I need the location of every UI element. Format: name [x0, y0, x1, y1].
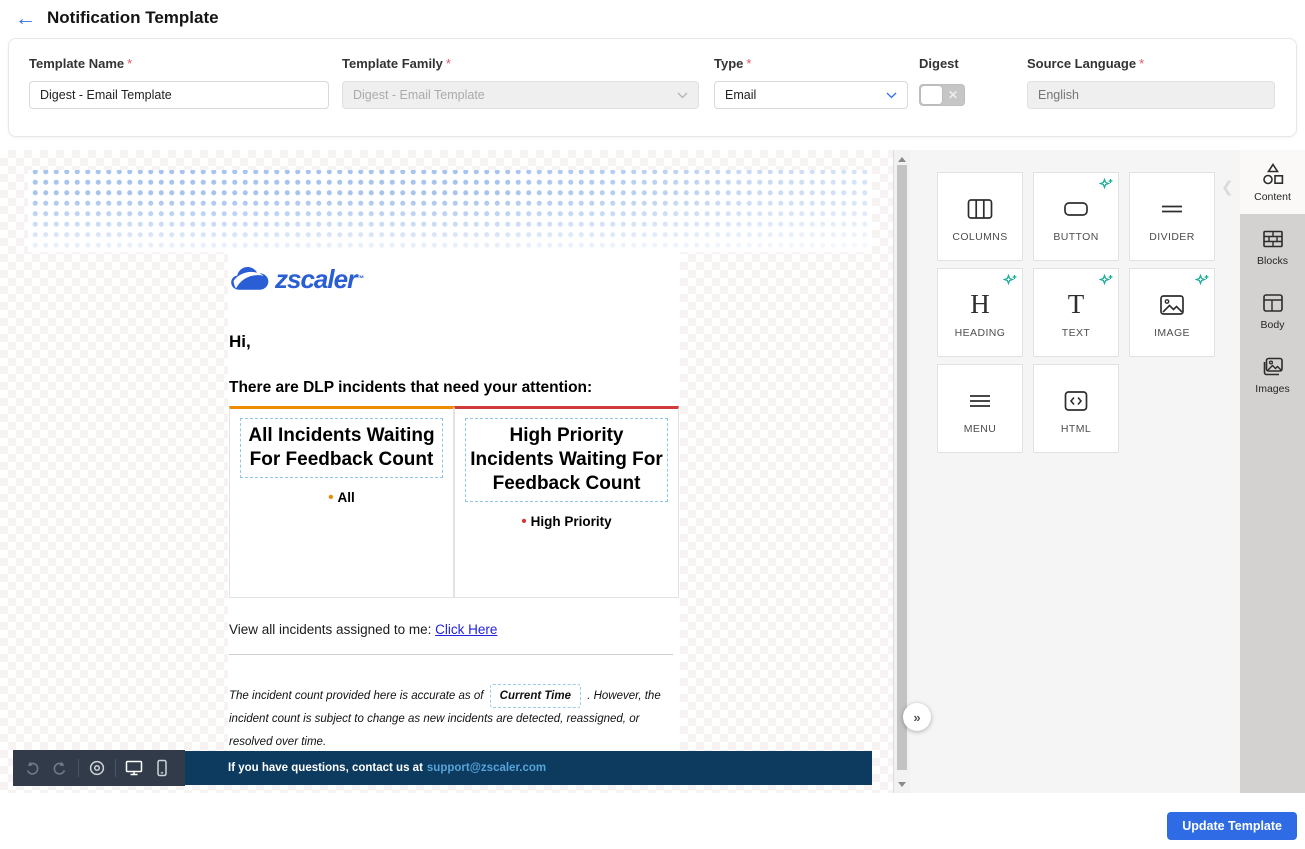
- toggle-knob: [921, 86, 942, 104]
- undo-button[interactable]: [22, 758, 42, 778]
- field-type: [714, 56, 908, 109]
- field-digest: [919, 56, 965, 106]
- scroll-down-button[interactable]: [894, 777, 910, 791]
- bottom-action-bar: [0, 793, 1305, 840]
- click-here-link[interactable]: Click Here: [435, 622, 498, 637]
- merge-tag-box[interactable]: [240, 418, 443, 478]
- field-source-language: [1027, 56, 1275, 109]
- toolbar-separator: [115, 759, 116, 777]
- mobile-icon: [155, 759, 169, 777]
- block-text[interactable]: [1033, 268, 1119, 357]
- scrollbar-thumb[interactable]: [897, 165, 907, 770]
- desktop-icon: [124, 759, 144, 777]
- chevron-down-icon: [886, 92, 897, 99]
- redo-icon: [51, 759, 69, 777]
- block-label: HEADING: [954, 326, 1006, 339]
- footer-text: If you have questions, contact us at: [228, 762, 423, 774]
- tab-label: Blocks: [1257, 254, 1288, 267]
- chevron-down-icon: [677, 92, 688, 99]
- merge-tag-box[interactable]: [465, 418, 668, 502]
- incident-card-all[interactable]: [229, 406, 454, 598]
- heading-icon: H: [970, 289, 990, 319]
- canvas-scrollbar[interactable]: [893, 150, 910, 793]
- legend-dot: •: [521, 512, 527, 530]
- block-label: BUTTON: [1053, 230, 1099, 243]
- logo-text: zscaler: [275, 264, 357, 294]
- type-select[interactable]: [714, 81, 908, 109]
- html-icon: [1061, 383, 1091, 419]
- divider-icon: [1157, 191, 1187, 227]
- panel-collapse-button[interactable]: »: [903, 703, 931, 731]
- support-email-link[interactable]: support@zscaler.com: [426, 762, 547, 774]
- triangle-up-icon: [898, 157, 906, 162]
- tab-content[interactable]: [1240, 150, 1305, 214]
- tab-label: Body: [1260, 318, 1285, 331]
- editor-toolbar: [13, 750, 185, 786]
- block-html[interactable]: [1033, 364, 1119, 453]
- block-label: IMAGE: [1154, 326, 1190, 339]
- template-form: [8, 38, 1297, 137]
- disclaimer-pre: The incident count provided here is accurate as of: [229, 690, 484, 702]
- template-family-value: Digest - Email Template: [353, 88, 485, 102]
- content-blocks-grid: [937, 172, 1240, 453]
- tab-label: Content: [1254, 190, 1291, 203]
- mobile-view-button[interactable]: [152, 758, 172, 778]
- ai-sparkle-icon: [1195, 274, 1209, 288]
- tab-label: Images: [1255, 382, 1290, 395]
- legend-label: High Priority: [530, 513, 612, 529]
- required-asterisk: *: [127, 56, 133, 71]
- field-template-family: [342, 56, 699, 109]
- content-options-panel: [910, 150, 1240, 793]
- body-layout-icon: [1260, 290, 1286, 316]
- incident-card-title: High Priority Incidents Waiting For Feedback Count: [470, 425, 663, 494]
- block-heading[interactable]: [937, 268, 1023, 357]
- eye-icon: [87, 759, 107, 777]
- block-label: HTML: [1060, 422, 1092, 435]
- preview-button[interactable]: [87, 758, 107, 778]
- email-document: [28, 170, 872, 785]
- block-label: MENU: [963, 422, 997, 435]
- block-label: COLUMNS: [952, 230, 1008, 243]
- block-divider[interactable]: [1129, 172, 1215, 261]
- source-language-input: [1027, 81, 1275, 109]
- blocks-bricks-icon: [1260, 226, 1286, 252]
- block-image[interactable]: [1129, 268, 1215, 357]
- desktop-view-button[interactable]: [124, 758, 144, 778]
- ai-sparkle-icon: [1099, 178, 1113, 192]
- email-divider: [229, 654, 673, 655]
- ai-sparkle-icon: [1003, 274, 1017, 288]
- zscaler-logo: [229, 264, 679, 296]
- tab-images[interactable]: [1240, 342, 1305, 406]
- panel-notch-chevron[interactable]: ❮: [1221, 179, 1234, 196]
- digest-label: Digest: [919, 56, 959, 71]
- image-icon: [1157, 287, 1187, 323]
- template-name-input[interactable]: [29, 81, 329, 109]
- menu-icon: [965, 383, 995, 419]
- current-time-chip[interactable]: Current Time: [490, 684, 581, 708]
- disclaimer-post: . However, the incident count is subject to change as new incidents are detected, reassigned, or resolved over time.: [229, 690, 661, 748]
- tab-body[interactable]: [1240, 278, 1305, 342]
- zscaler-cloud-icon: [229, 264, 273, 294]
- undo-icon: [23, 759, 41, 777]
- block-label: DIVIDER: [1149, 230, 1195, 243]
- back-arrow-icon[interactable]: ←: [15, 6, 36, 30]
- email-intro[interactable]: There are DLP incidents that need your attention:: [229, 379, 593, 396]
- legend-dot: •: [328, 488, 334, 506]
- toolbar-separator: [78, 759, 79, 777]
- ai-sparkle-icon: [1099, 274, 1113, 288]
- tab-blocks[interactable]: [1240, 214, 1305, 278]
- source-language-label: Source Language: [1027, 56, 1137, 71]
- view-all-row: [229, 622, 679, 637]
- text-icon: T: [1067, 289, 1085, 319]
- required-asterisk: *: [1139, 56, 1145, 71]
- required-asterisk: *: [746, 56, 752, 71]
- incident-card-high-priority[interactable]: [454, 406, 679, 598]
- scroll-up-button[interactable]: [894, 152, 910, 166]
- page-header: [0, 0, 1305, 36]
- required-asterisk: *: [445, 56, 451, 71]
- template-family-label: Template Family: [342, 56, 443, 71]
- editor-tab-strip: [1240, 150, 1305, 793]
- legend-label: All: [337, 489, 355, 505]
- block-button[interactable]: [1033, 172, 1119, 261]
- type-label: Type: [714, 56, 744, 71]
- incident-card-title: All Incidents Waiting For Feedback Count: [248, 425, 435, 470]
- images-stack-icon: [1260, 354, 1286, 380]
- type-value: Email: [725, 88, 757, 102]
- columns-icon: [965, 191, 995, 227]
- block-menu[interactable]: [937, 364, 1023, 453]
- template-family-select: [342, 81, 699, 109]
- content-shapes-icon: [1260, 162, 1286, 188]
- incident-cards-row: [229, 406, 679, 598]
- dotted-banner: [28, 170, 872, 252]
- field-template-name: [29, 56, 329, 109]
- update-template-button[interactable]: Update Template: [1167, 812, 1297, 840]
- block-label: TEXT: [1061, 326, 1091, 339]
- redo-button[interactable]: [50, 758, 70, 778]
- email-greeting[interactable]: Hi,: [229, 332, 251, 351]
- disclaimer-text[interactable]: [229, 684, 671, 753]
- editor-main: [0, 150, 1305, 793]
- email-canvas[interactable]: [0, 150, 893, 793]
- template-name-label: Template Name: [29, 56, 125, 71]
- view-all-text: View all incidents assigned to me:: [229, 622, 436, 637]
- email-content-column: [228, 252, 680, 751]
- digest-toggle[interactable]: [919, 84, 965, 106]
- button-icon: [1061, 191, 1091, 227]
- block-columns[interactable]: [937, 172, 1023, 261]
- page-title: Notification Template: [47, 8, 219, 27]
- toggle-off-mark: ✕: [947, 88, 959, 102]
- logo-tm: ™: [356, 274, 364, 283]
- triangle-down-icon: [898, 782, 906, 787]
